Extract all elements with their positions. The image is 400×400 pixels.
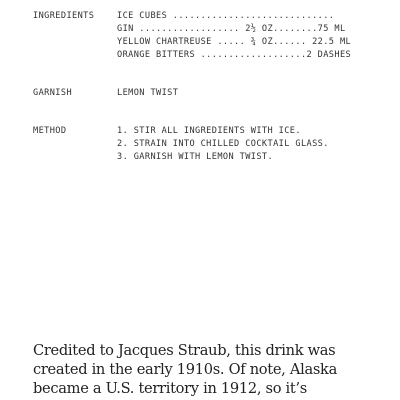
description-line: created in the early 1910s. Of note, Alaska [33, 361, 337, 378]
method-step-1: 1. STIR ALL INGREDIENTS WITH ICE. [117, 126, 301, 136]
garnish-label: GARNISH [33, 88, 73, 98]
ingredient-orange-bitters: ORANGE BITTERS ...................2 DASHES [117, 50, 352, 60]
description-line: Credited to Jacques Straub, this drink was [33, 342, 336, 359]
method-label: METHOD [33, 126, 67, 136]
description-line: became a U.S. territory in 1912, so it’s [33, 380, 307, 397]
garnish-value: LEMON TWIST [117, 88, 179, 98]
ingredient-gin: GIN .................. 2½ OZ........75 ML [117, 24, 346, 34]
ingredients-label: INGREDIENTS [33, 11, 95, 21]
ingredient-ice-cubes: ICE CUBES ............................. [117, 11, 335, 21]
ingredient-yellow-chartreuse: YELLOW CHARTREUSE ..... ¾ OZ...... 22.5 ML [117, 37, 352, 47]
method-step-2: 2. STRAIN INTO CHILLED COCKTAIL GLASS. [117, 139, 329, 149]
method-step-3: 3. GARNISH WITH LEMON TWIST. [117, 152, 274, 162]
description-paragraph [33, 341, 393, 398]
